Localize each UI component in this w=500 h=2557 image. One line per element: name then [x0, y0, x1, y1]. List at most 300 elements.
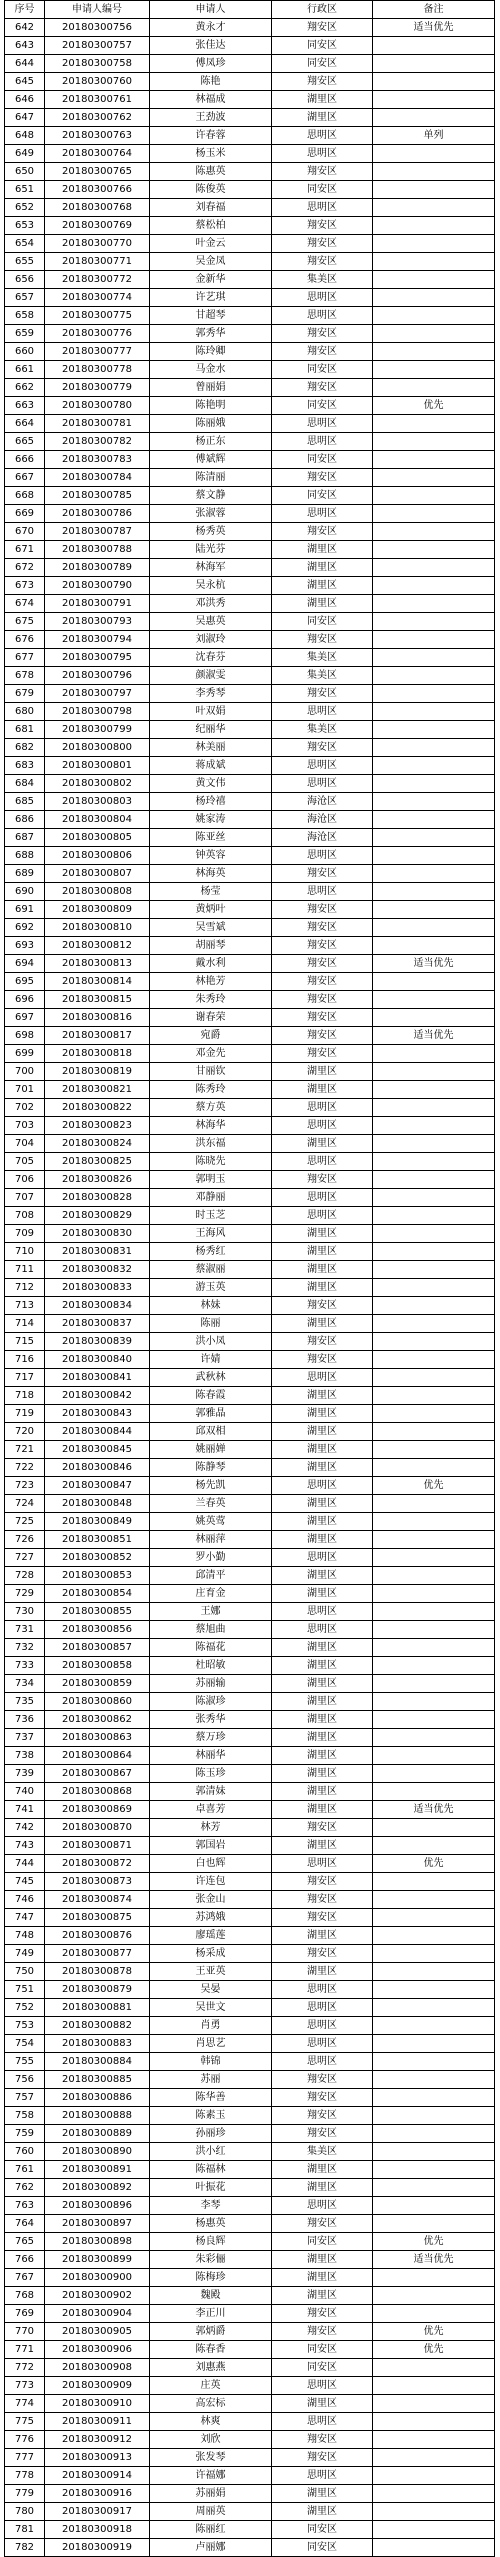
cell-applicant-name: 王娜	[150, 1603, 272, 1621]
cell-remarks	[373, 487, 495, 505]
table-row	[5, 2071, 495, 2089]
cell-applicant-name: 陈艳	[150, 73, 272, 91]
cell-remarks	[373, 469, 495, 487]
cell-remarks	[373, 505, 495, 523]
cell-district: 思明区	[272, 1099, 373, 1117]
cell-applicant-number: 20180300833	[45, 1279, 150, 1297]
table-row	[5, 1567, 495, 1585]
cell-applicant-name: 陈亚丝	[150, 829, 272, 847]
cell-applicant-name: 武秋林	[150, 1369, 272, 1387]
cell-district: 湖里区	[272, 1729, 373, 1747]
cell-district: 湖里区	[272, 2251, 373, 2269]
cell-index: 662	[5, 379, 45, 397]
table-row	[5, 721, 495, 739]
cell-applicant-name: 蔡旭曲	[150, 1621, 272, 1639]
cell-applicant-name: 叶金云	[150, 235, 272, 253]
table-row	[5, 1153, 495, 1171]
cell-remarks	[373, 1405, 495, 1423]
cell-district: 思明区	[272, 1549, 373, 1567]
cell-index: 776	[5, 2431, 45, 2449]
cell-applicant-number: 20180300819	[45, 1063, 150, 1081]
cell-index: 744	[5, 1855, 45, 1873]
table-row	[5, 2377, 495, 2395]
table-row	[5, 1513, 495, 1531]
cell-applicant-number: 20180300770	[45, 235, 150, 253]
table-row	[5, 2413, 495, 2431]
cell-district: 思明区	[272, 1369, 373, 1387]
cell-index: 673	[5, 577, 45, 595]
cell-district: 翔安区	[272, 973, 373, 991]
table-row	[5, 1945, 495, 1963]
cell-applicant-name: 林妹	[150, 1297, 272, 1315]
table-row	[5, 2017, 495, 2035]
cell-district: 翔安区	[272, 163, 373, 181]
cell-applicant-name: 郭国岩	[150, 1837, 272, 1855]
cell-district: 翔安区	[272, 2431, 373, 2449]
cell-applicant-number: 20180300869	[45, 1801, 150, 1819]
cell-index: 780	[5, 2503, 45, 2521]
table-row	[5, 1081, 495, 1099]
cell-applicant-name: 杜昭敏	[150, 1657, 272, 1675]
cell-remarks	[373, 1117, 495, 1135]
cell-district: 翔安区	[272, 2071, 373, 2089]
cell-remarks	[373, 1693, 495, 1711]
cell-remarks	[373, 433, 495, 451]
table-row	[5, 613, 495, 631]
cell-district: 湖里区	[272, 1963, 373, 1981]
table-row	[5, 1999, 495, 2017]
table-row	[5, 2269, 495, 2287]
cell-district: 翔安区	[272, 631, 373, 649]
table-row	[5, 829, 495, 847]
cell-applicant-name: 杨良辉	[150, 2233, 272, 2251]
cell-remarks	[373, 739, 495, 757]
cell-applicant-name: 马金水	[150, 361, 272, 379]
cell-remarks	[373, 91, 495, 109]
cell-applicant-number: 20180300863	[45, 1729, 150, 1747]
cell-applicant-number: 20180300801	[45, 757, 150, 775]
cell-index: 719	[5, 1405, 45, 1423]
cell-applicant-name: 邓洪秀	[150, 595, 272, 613]
cell-applicant-name: 罗小勤	[150, 1549, 272, 1567]
cell-applicant-number: 20180300799	[45, 721, 150, 739]
cell-applicant-name: 胡丽琴	[150, 937, 272, 955]
table-row	[5, 1297, 495, 1315]
cell-district: 同安区	[272, 487, 373, 505]
cell-district: 翔安区	[272, 343, 373, 361]
cell-remarks	[373, 2143, 495, 2161]
cell-remarks	[373, 109, 495, 127]
cell-applicant-number: 20180300919	[45, 2539, 150, 2557]
cell-district: 翔安区	[272, 1873, 373, 1891]
cell-index: 778	[5, 2467, 45, 2485]
cell-applicant-name: 洪东福	[150, 1135, 272, 1153]
table-row	[5, 145, 495, 163]
cell-remarks	[373, 703, 495, 721]
cell-index: 728	[5, 1567, 45, 1585]
cell-index: 684	[5, 775, 45, 793]
cell-remarks: 优先	[373, 2341, 495, 2359]
cell-applicant-number: 20180300897	[45, 2215, 150, 2233]
cell-index: 685	[5, 793, 45, 811]
cell-applicant-name: 蔡文静	[150, 487, 272, 505]
table-row	[5, 973, 495, 991]
cell-district: 同安区	[272, 2521, 373, 2539]
cell-index: 762	[5, 2179, 45, 2197]
cell-applicant-number: 20180300783	[45, 451, 150, 469]
table-row	[5, 595, 495, 613]
cell-remarks	[373, 865, 495, 883]
table-row	[5, 1045, 495, 1063]
table-row	[5, 1747, 495, 1765]
cell-index: 653	[5, 217, 45, 235]
table-row	[5, 1837, 495, 1855]
cell-remarks	[373, 1747, 495, 1765]
cell-applicant-number: 20180300891	[45, 2161, 150, 2179]
table-row	[5, 1207, 495, 1225]
table-row	[5, 433, 495, 451]
table-row	[5, 2125, 495, 2143]
cell-applicant-name: 刘春福	[150, 199, 272, 217]
cell-applicant-number: 20180300840	[45, 1351, 150, 1369]
cell-applicant-name: 游玉英	[150, 1279, 272, 1297]
table-row	[5, 793, 495, 811]
cell-district: 翔安区	[272, 991, 373, 1009]
cell-applicant-number: 20180300812	[45, 937, 150, 955]
cell-remarks	[373, 541, 495, 559]
cell-applicant-name: 王亚英	[150, 1963, 272, 1981]
cell-remarks	[373, 1153, 495, 1171]
cell-index: 681	[5, 721, 45, 739]
cell-applicant-name: 陈惠英	[150, 163, 272, 181]
cell-remarks	[373, 1441, 495, 1459]
cell-applicant-number: 20180300766	[45, 181, 150, 199]
cell-applicant-name: 郭清妹	[150, 1783, 272, 1801]
cell-index: 768	[5, 2287, 45, 2305]
cell-district: 湖里区	[272, 1423, 373, 1441]
cell-district: 湖里区	[272, 2395, 373, 2413]
cell-index: 687	[5, 829, 45, 847]
cell-remarks: 适当优先	[373, 1801, 495, 1819]
cell-index: 651	[5, 181, 45, 199]
cell-district: 湖里区	[272, 1135, 373, 1153]
cell-applicant-number: 20180300822	[45, 1099, 150, 1117]
cell-remarks	[373, 1945, 495, 1963]
cell-applicant-number: 20180300896	[45, 2197, 150, 2215]
cell-index: 663	[5, 397, 45, 415]
cell-applicant-number: 20180300851	[45, 1531, 150, 1549]
cell-district: 翔安区	[272, 2215, 373, 2233]
cell-applicant-name: 蔡方英	[150, 1099, 272, 1117]
cell-remarks	[373, 73, 495, 91]
table-row	[5, 2395, 495, 2413]
cell-district: 翔安区	[272, 1027, 373, 1045]
cell-applicant-number: 20180300760	[45, 73, 150, 91]
table-row	[5, 2467, 495, 2485]
cell-index: 772	[5, 2359, 45, 2377]
cell-applicant-name: 卓喜芳	[150, 1801, 272, 1819]
cell-district: 思明区	[272, 883, 373, 901]
table-row	[5, 1189, 495, 1207]
header-applicant-name: 申请人	[150, 1, 272, 19]
cell-applicant-number: 20180300845	[45, 1441, 150, 1459]
cell-remarks	[373, 1135, 495, 1153]
cell-district: 翔安区	[272, 2305, 373, 2323]
cell-remarks	[373, 2215, 495, 2233]
cell-district: 思明区	[272, 2413, 373, 2431]
table-row	[5, 181, 495, 199]
cell-index: 680	[5, 703, 45, 721]
cell-applicant-name: 叶双娟	[150, 703, 272, 721]
cell-remarks	[373, 1729, 495, 1747]
cell-applicant-number: 20180300797	[45, 685, 150, 703]
cell-index: 748	[5, 1927, 45, 1945]
cell-district: 翔安区	[272, 325, 373, 343]
cell-district: 思明区	[272, 433, 373, 451]
cell-applicant-name: 白也辉	[150, 1855, 272, 1873]
table-row	[5, 1243, 495, 1261]
cell-district: 翔安区	[272, 217, 373, 235]
cell-remarks	[373, 973, 495, 991]
cell-remarks	[373, 1243, 495, 1261]
cell-applicant-number: 20180300870	[45, 1819, 150, 1837]
cell-index: 716	[5, 1351, 45, 1369]
cell-district: 思明区	[272, 307, 373, 325]
cell-remarks	[373, 2269, 495, 2287]
cell-applicant-number: 20180300795	[45, 649, 150, 667]
cell-applicant-number: 20180300828	[45, 1189, 150, 1207]
cell-applicant-number: 20180300911	[45, 2413, 150, 2431]
cell-district: 思明区	[272, 1207, 373, 1225]
cell-district: 同安区	[272, 55, 373, 73]
table-row	[5, 2341, 495, 2359]
table-row	[5, 2161, 495, 2179]
table-row	[5, 1873, 495, 1891]
cell-applicant-name: 杨玉米	[150, 145, 272, 163]
cell-index: 703	[5, 1117, 45, 1135]
cell-applicant-name: 陈福林	[150, 2161, 272, 2179]
cell-applicant-number: 20180300817	[45, 1027, 150, 1045]
cell-index: 754	[5, 2035, 45, 2053]
cell-applicant-name: 高宏标	[150, 2395, 272, 2413]
cell-index: 761	[5, 2161, 45, 2179]
cell-district: 湖里区	[272, 91, 373, 109]
cell-applicant-name: 姚英莺	[150, 1513, 272, 1531]
cell-applicant-number: 20180300823	[45, 1117, 150, 1135]
cell-district: 湖里区	[272, 1801, 373, 1819]
cell-index: 709	[5, 1225, 45, 1243]
cell-applicant-number: 20180300800	[45, 739, 150, 757]
cell-remarks: 优先	[373, 397, 495, 415]
table-row	[5, 1459, 495, 1477]
cell-applicant-number: 20180300774	[45, 289, 150, 307]
cell-district: 翔安区	[272, 937, 373, 955]
cell-applicant-number: 20180300771	[45, 253, 150, 271]
cell-district: 湖里区	[272, 1585, 373, 1603]
cell-applicant-name: 林海军	[150, 559, 272, 577]
cell-applicant-name: 郭炳爵	[150, 2323, 272, 2341]
table-row	[5, 1639, 495, 1657]
cell-index: 770	[5, 2323, 45, 2341]
cell-district: 湖里区	[272, 1657, 373, 1675]
cell-applicant-name: 蔡松柏	[150, 217, 272, 235]
cell-district: 湖里区	[272, 2161, 373, 2179]
cell-remarks: 适当优先	[373, 1027, 495, 1045]
cell-remarks: 优先	[373, 2233, 495, 2251]
cell-applicant-number: 20180300881	[45, 1999, 150, 2017]
header-applicant-number: 申请人编号	[45, 1, 150, 19]
cell-district: 湖里区	[272, 2503, 373, 2521]
cell-applicant-number: 20180300786	[45, 505, 150, 523]
cell-remarks	[373, 1081, 495, 1099]
cell-applicant-number: 20180300769	[45, 217, 150, 235]
cell-index: 702	[5, 1099, 45, 1117]
cell-index: 764	[5, 2215, 45, 2233]
cell-remarks	[373, 2521, 495, 2539]
cell-index: 665	[5, 433, 45, 451]
cell-remarks: 适当优先	[373, 2251, 495, 2269]
cell-district: 翔安区	[272, 1009, 373, 1027]
cell-district: 湖里区	[272, 1513, 373, 1531]
cell-applicant-number: 20180300778	[45, 361, 150, 379]
cell-district: 翔安区	[272, 523, 373, 541]
cell-applicant-name: 陈艳明	[150, 397, 272, 415]
table-row	[5, 1135, 495, 1153]
cell-remarks	[373, 55, 495, 73]
cell-applicant-number: 20180300853	[45, 1567, 150, 1585]
cell-applicant-name: 林福成	[150, 91, 272, 109]
cell-remarks	[373, 2359, 495, 2377]
cell-applicant-name: 邓金先	[150, 1045, 272, 1063]
cell-remarks	[373, 2053, 495, 2071]
cell-applicant-number: 20180300905	[45, 2323, 150, 2341]
cell-remarks	[373, 1207, 495, 1225]
cell-remarks	[373, 2197, 495, 2215]
cell-district: 湖里区	[272, 1675, 373, 1693]
cell-index: 775	[5, 2413, 45, 2431]
cell-applicant-name: 甘丽钦	[150, 1063, 272, 1081]
cell-applicant-name: 廖瑶莲	[150, 1927, 272, 1945]
cell-applicant-name: 李正川	[150, 2305, 272, 2323]
cell-index: 714	[5, 1315, 45, 1333]
cell-applicant-name: 蔡万珍	[150, 1729, 272, 1747]
cell-remarks	[373, 2161, 495, 2179]
cell-district: 湖里区	[272, 541, 373, 559]
cell-district: 翔安区	[272, 685, 373, 703]
cell-index: 718	[5, 1387, 45, 1405]
cell-remarks	[373, 2107, 495, 2125]
cell-applicant-name: 陈丽娥	[150, 415, 272, 433]
cell-index: 705	[5, 1153, 45, 1171]
cell-district: 翔安区	[272, 2107, 373, 2125]
cell-applicant-name: 陈俊英	[150, 181, 272, 199]
cell-remarks	[373, 2395, 495, 2413]
cell-remarks	[373, 1891, 495, 1909]
cell-applicant-name: 沈春芬	[150, 649, 272, 667]
cell-district: 翔安区	[272, 73, 373, 91]
cell-applicant-number: 20180300886	[45, 2089, 150, 2107]
cell-remarks	[373, 2287, 495, 2305]
cell-applicant-name: 苏丽	[150, 2071, 272, 2089]
cell-index: 757	[5, 2089, 45, 2107]
cell-index: 707	[5, 1189, 45, 1207]
cell-applicant-number: 20180300856	[45, 1621, 150, 1639]
table-row	[5, 1405, 495, 1423]
cell-index: 724	[5, 1495, 45, 1513]
cell-district: 湖里区	[272, 2179, 373, 2197]
cell-district: 湖里区	[272, 1441, 373, 1459]
cell-applicant-name: 宛爵	[150, 1027, 272, 1045]
table-row	[5, 1891, 495, 1909]
cell-applicant-name: 吴惠英	[150, 613, 272, 631]
table-row	[5, 91, 495, 109]
table-row	[5, 505, 495, 523]
cell-remarks	[373, 1261, 495, 1279]
table-row	[5, 1423, 495, 1441]
cell-applicant-name: 陈素玉	[150, 2107, 272, 2125]
table-row	[5, 163, 495, 181]
cell-district: 湖里区	[272, 1063, 373, 1081]
cell-applicant-number: 20180300789	[45, 559, 150, 577]
cell-index: 649	[5, 145, 45, 163]
cell-remarks	[373, 163, 495, 181]
cell-applicant-name: 邱双相	[150, 1423, 272, 1441]
table-row	[5, 1693, 495, 1711]
cell-applicant-number: 20180300787	[45, 523, 150, 541]
cell-district: 翔安区	[272, 1819, 373, 1837]
cell-remarks	[373, 1513, 495, 1531]
cell-index: 742	[5, 1819, 45, 1837]
cell-district: 思明区	[272, 757, 373, 775]
cell-remarks	[373, 901, 495, 919]
cell-index: 721	[5, 1441, 45, 1459]
cell-applicant-name: 林丽华	[150, 1747, 272, 1765]
cell-district: 思明区	[272, 1603, 373, 1621]
cell-applicant-name: 黄文伟	[150, 775, 272, 793]
cell-district: 同安区	[272, 361, 373, 379]
cell-index: 774	[5, 2395, 45, 2413]
cell-index: 658	[5, 307, 45, 325]
cell-remarks	[373, 2467, 495, 2485]
cell-applicant-number: 20180300784	[45, 469, 150, 487]
cell-district: 湖里区	[272, 1837, 373, 1855]
cell-district: 翔安区	[272, 1945, 373, 1963]
cell-applicant-number: 20180300810	[45, 919, 150, 937]
cell-remarks	[373, 2125, 495, 2143]
cell-remarks	[373, 2179, 495, 2197]
cell-remarks	[373, 2071, 495, 2089]
table-row	[5, 1819, 495, 1837]
cell-applicant-number: 20180300839	[45, 1333, 150, 1351]
cell-applicant-number: 20180300843	[45, 1405, 150, 1423]
cell-applicant-name: 陈秀玲	[150, 1081, 272, 1099]
cell-applicant-number: 20180300818	[45, 1045, 150, 1063]
cell-remarks	[373, 1639, 495, 1657]
table-row	[5, 2197, 495, 2215]
cell-applicant-name: 陈玲卿	[150, 343, 272, 361]
cell-index: 781	[5, 2521, 45, 2539]
cell-applicant-name: 钟英容	[150, 847, 272, 865]
table-row	[5, 1117, 495, 1135]
cell-applicant-name: 朱彩俪	[150, 2251, 272, 2269]
cell-applicant-number: 20180300879	[45, 1981, 150, 1999]
table-row	[5, 955, 495, 973]
cell-applicant-number: 20180300831	[45, 1243, 150, 1261]
cell-applicant-name: 叶振花	[150, 2179, 272, 2197]
cell-remarks	[373, 685, 495, 703]
cell-index: 700	[5, 1063, 45, 1081]
cell-applicant-name: 陈梅珍	[150, 2269, 272, 2287]
